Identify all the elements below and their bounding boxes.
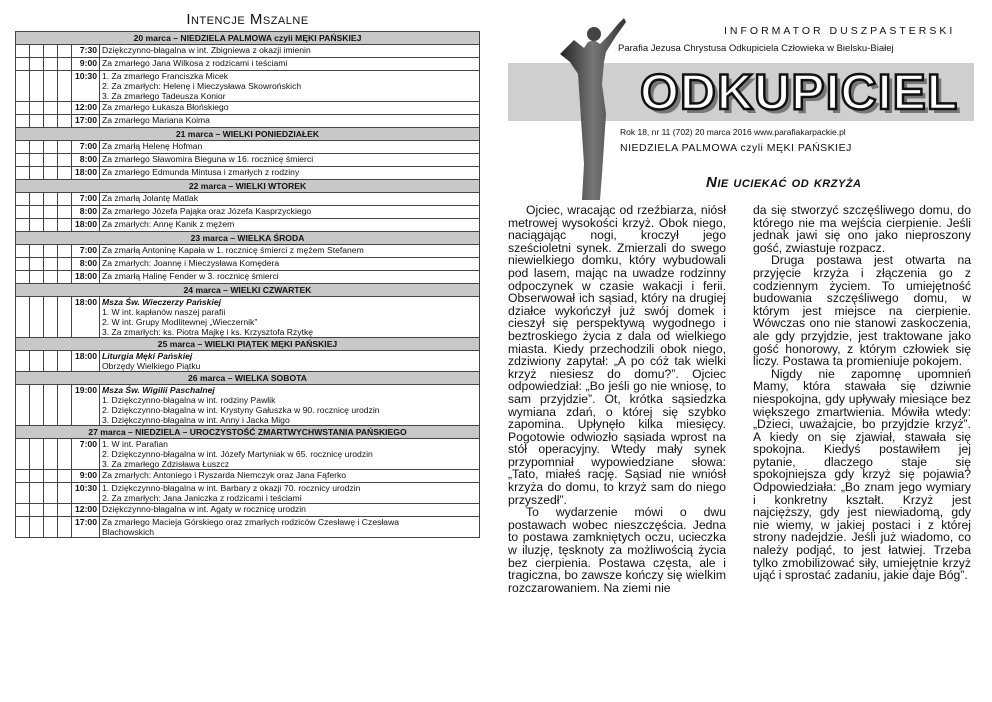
mass-intention xyxy=(100,45,480,58)
empty-cell xyxy=(30,71,44,102)
article-paragraph: To wydarzenie mówi o dwu postawach wobec nieszczęścia. Jedna to postawa zamkniętych oczu, ucieczka w iluzję, tęsknoty za możliwością życia bez cierpienia. Postawa częsta, ale i tragiczna, bo zawsze kończy się wielkim rozczarowaniem. Na ziemi nie xyxy=(508,505,726,595)
mass-time: 7:00 xyxy=(72,193,100,206)
empty-cell xyxy=(16,45,30,58)
intention-line: Blachowskich xyxy=(102,527,155,537)
mass-time: 19:00 xyxy=(72,385,100,426)
mass-row xyxy=(16,219,480,232)
intention-line: 2. Za zmarłych: Helenę i Mieczysława Skowrońskich xyxy=(102,81,302,91)
intention-line: Za zmarłych: Annę Kanik z mężem xyxy=(102,219,235,229)
mass-time: 7:00 xyxy=(72,245,100,258)
empty-cell xyxy=(16,297,30,338)
empty-cell xyxy=(16,245,30,258)
empty-cell xyxy=(30,245,44,258)
intention-line: Za zmarłego Łukasza Błońskiego xyxy=(102,102,229,112)
mass-heading: Liturgia Męki Pańskiej xyxy=(102,351,193,361)
intention-line: 1. Dziękczynno-błagalna w int. Barbary z okazji 70. rocznicy urodzin xyxy=(102,483,361,493)
empty-cell xyxy=(30,141,44,154)
article-paragraph: Ojciec, wracając od rzeźbiarza, niósł metrowej wysokości krzyż. Obok niego, naciągając nogi, kroczył jego sześcioletni synek. Zmierzali do swego niewielkiego domku, który wybudowali pod lasem, mając na uwadze rodzinny odpoczynek w czasie wakacji i ferii. Obserwował ich sąsiad, który na drugiej działce wykończył już swój domek i cieszył się perspektywą wygodnego i beztroskiego życia z dala od wielkiego miasta. Kiedy przechodzili obok niego, zdziwiony zapytał: „A po cóż tak wielki krzyż niesiesz do domu?”. Ojciec odpowiedział: „Bo jeśli go nie wniosę, to sam przyjdzie”. Ot, krótka sąsiedzka wymiana zdań, o której się szybko zapomina. Upłynęło kilka miesięcy. Pogotowie odwiozło sąsiada wprost na stół operacyjny. Wtedy mały synek przypomniał wypowiedziane słowa: „Tato, miałeś rację. Sąsiad nie wniósł krzyża do domu, to krzyż sam do niego przyszedł”. xyxy=(508,203,726,507)
intention-line: 1. Dziękczynno-błagalna w int. rodziny Pawlik xyxy=(102,395,276,405)
empty-cell xyxy=(44,470,58,483)
empty-cell xyxy=(30,483,44,504)
empty-cell xyxy=(30,439,44,470)
mass-row xyxy=(16,45,480,58)
masthead-title: ODKUPICIEL xyxy=(640,64,959,120)
intention-line: Dziękczynno-błagalna w int. Agaty w rocznicę urodzin xyxy=(102,504,306,514)
intention-line: Za zmarłych: Antoniego i Ryszarda Niemczyk oraz Jana Fąferko xyxy=(102,470,347,480)
intention-line: Za zmarłą Antoninę Kapała w 1. rocznicę śmierci z mężem Stefanem xyxy=(102,245,364,255)
mass-intentions-title: Intencje Mszalne xyxy=(186,11,309,28)
intention-line: 3. Za zmarłego Zdzisława Łuszcz xyxy=(102,459,230,469)
empty-cell xyxy=(58,258,72,271)
empty-cell xyxy=(58,102,72,115)
day-header-row xyxy=(16,180,480,193)
intention-line: 3. Za zmarłego Tadeusza Konior xyxy=(102,91,226,101)
empty-cell xyxy=(30,258,44,271)
empty-cell xyxy=(44,141,58,154)
empty-cell xyxy=(44,45,58,58)
empty-cell xyxy=(44,258,58,271)
day-header: 26 marca – WIELKA SOBOTA xyxy=(16,372,480,385)
empty-cell xyxy=(58,351,72,372)
empty-cell xyxy=(44,385,58,426)
mass-intentions-table xyxy=(15,31,480,538)
mass-row xyxy=(16,351,480,372)
mass-row xyxy=(16,58,480,71)
mass-intention xyxy=(100,102,480,115)
mass-time: 18:00 xyxy=(72,351,100,372)
empty-cell xyxy=(16,219,30,232)
mass-row xyxy=(16,71,480,102)
intention-line: 2. Za zmarłych: Jana Janiczka z rodzicami i teściami xyxy=(102,493,302,503)
empty-cell xyxy=(58,439,72,470)
article-title: Nie uciekać od krzyża xyxy=(706,174,862,191)
empty-cell xyxy=(30,470,44,483)
empty-cell xyxy=(16,58,30,71)
mass-intention xyxy=(100,58,480,71)
empty-cell xyxy=(30,154,44,167)
intention-line: Obrzędy Wielkiego Piątku xyxy=(102,361,201,371)
empty-cell xyxy=(44,297,58,338)
empty-cell xyxy=(16,258,30,271)
empty-cell xyxy=(30,385,44,426)
intention-line: Za zmarłego Macieja Górskiego oraz zmarłych rodziców Czesławę i Czesława xyxy=(102,517,400,527)
empty-cell xyxy=(44,351,58,372)
day-header: 21 marca – WIELKI PONIEDZIAŁEK xyxy=(16,128,480,141)
mass-time: 12:00 xyxy=(72,504,100,517)
day-header: 27 marca – NIEDZIELA – UROCZYSTOŚĆ ZMARTWYCHWSTANIA PAŃSKIEGO xyxy=(16,426,480,439)
mass-intention xyxy=(100,504,480,517)
day-header-row xyxy=(16,338,480,351)
empty-cell xyxy=(16,470,30,483)
empty-cell xyxy=(58,483,72,504)
mass-time: 8:00 xyxy=(72,154,100,167)
mass-time: 10:30 xyxy=(72,71,100,102)
mass-intention xyxy=(100,483,480,504)
issue-subtitle: NIEDZIELA PALMOWA czyli MĘKI PAŃSKIEJ xyxy=(620,142,852,154)
empty-cell xyxy=(16,271,30,284)
empty-cell xyxy=(30,193,44,206)
empty-cell xyxy=(58,141,72,154)
article-paragraph: da się stworzyć szczęśliwego domu, do którego nie ma wejścia cierpienie. Jeśli jednak jawi się ono jako nieproszony gość, zwiastuje rozpacz. xyxy=(753,203,971,255)
parish-name: Parafia Jezusa Chrystusa Odkupiciela Człowieka w Bielsku-Białej xyxy=(618,43,894,54)
empty-cell xyxy=(44,245,58,258)
mass-row xyxy=(16,470,480,483)
empty-cell xyxy=(16,167,30,180)
empty-cell xyxy=(30,517,44,538)
empty-cell xyxy=(16,193,30,206)
intention-line: Za zmarłego Jana Wilkosa z rodzicami i teściami xyxy=(102,58,288,68)
day-header-row xyxy=(16,426,480,439)
empty-cell xyxy=(44,439,58,470)
empty-cell xyxy=(44,71,58,102)
article-column-2 xyxy=(753,204,971,582)
mass-time: 9:00 xyxy=(72,58,100,71)
mass-intention xyxy=(100,193,480,206)
intention-line: 2. Dziękczynno-błagalna w int. Krystyny Gałuszka w 90. rocznicę urodzin xyxy=(102,405,380,415)
day-header: 23 marca – WIELKA ŚRODA xyxy=(16,232,480,245)
intention-line: Za zmarłą Helenę Hofman xyxy=(102,141,203,151)
mass-time: 7:30 xyxy=(72,45,100,58)
empty-cell xyxy=(58,193,72,206)
intention-line: Dziękczynno-błagalna w int. Zbigniewa z okazji imienin xyxy=(102,45,311,55)
empty-cell xyxy=(30,58,44,71)
day-header: 22 marca – WIELKI WTOREK xyxy=(16,180,480,193)
empty-cell xyxy=(16,206,30,219)
intention-line: 1. Za zmarłego Franciszka Micek xyxy=(102,71,229,81)
empty-cell xyxy=(58,115,72,128)
intention-line: 3. Dziękczynno-błagalna w int. Anny i Jacka Migo xyxy=(102,415,290,425)
mass-row xyxy=(16,385,480,426)
empty-cell xyxy=(16,517,30,538)
mass-row xyxy=(16,271,480,284)
empty-cell xyxy=(16,115,30,128)
empty-cell xyxy=(30,271,44,284)
empty-cell xyxy=(44,115,58,128)
mass-intention xyxy=(100,154,480,167)
mass-time: 10:30 xyxy=(72,483,100,504)
empty-cell xyxy=(44,219,58,232)
mass-time: 18:00 xyxy=(72,297,100,338)
mass-row xyxy=(16,193,480,206)
empty-cell xyxy=(58,297,72,338)
empty-cell xyxy=(44,167,58,180)
empty-cell xyxy=(58,71,72,102)
empty-cell xyxy=(30,167,44,180)
empty-cell xyxy=(58,206,72,219)
empty-cell xyxy=(58,219,72,232)
empty-cell xyxy=(58,470,72,483)
mass-intentions-panel xyxy=(15,12,480,538)
mass-time: 17:00 xyxy=(72,115,100,128)
mass-intention xyxy=(100,141,480,154)
empty-cell xyxy=(30,297,44,338)
informator-label: INFORMATOR DUSZPASTERSKI xyxy=(724,25,956,37)
empty-cell xyxy=(30,219,44,232)
empty-cell xyxy=(30,351,44,372)
mass-row xyxy=(16,154,480,167)
empty-cell xyxy=(58,517,72,538)
intention-line: 2. Dziękczynno-błagalna w int. Józefy Martyniak w 65. rocznicę urodzin xyxy=(102,449,373,459)
mass-intention xyxy=(100,517,480,538)
mass-intention xyxy=(100,206,480,219)
mass-time: 18:00 xyxy=(72,167,100,180)
mass-intention xyxy=(100,71,480,102)
intention-line: Za zmarłego Mariana Koima xyxy=(102,115,210,125)
intention-line: 1. W int. kapłanów naszej parafii xyxy=(102,307,226,317)
empty-cell xyxy=(44,58,58,71)
mass-intention xyxy=(100,470,480,483)
mass-intention xyxy=(100,271,480,284)
empty-cell xyxy=(58,58,72,71)
empty-cell xyxy=(58,154,72,167)
empty-cell xyxy=(16,351,30,372)
mass-intention xyxy=(100,219,480,232)
mass-intention xyxy=(100,385,480,426)
empty-cell xyxy=(44,483,58,504)
empty-cell xyxy=(44,517,58,538)
mass-time: 8:00 xyxy=(72,206,100,219)
mass-row xyxy=(16,141,480,154)
intention-line: 1. W int. Parafian xyxy=(102,439,168,449)
empty-cell xyxy=(16,141,30,154)
mass-time: 18:00 xyxy=(72,271,100,284)
empty-cell xyxy=(58,245,72,258)
mass-row xyxy=(16,102,480,115)
mass-heading: Msza Św. Wigilii Paschalnej xyxy=(102,385,215,395)
mass-row xyxy=(16,115,480,128)
mass-row xyxy=(16,167,480,180)
mass-time: 18:00 xyxy=(72,219,100,232)
empty-cell xyxy=(30,206,44,219)
intention-line: Za zmarłego Józefa Pająka oraz Józefa Kasprzyckiego xyxy=(102,206,312,216)
mass-time: 17:00 xyxy=(72,517,100,538)
empty-cell xyxy=(16,504,30,517)
day-header-row xyxy=(16,284,480,297)
empty-cell xyxy=(44,504,58,517)
mass-row xyxy=(16,483,480,504)
day-header-row xyxy=(16,128,480,141)
mass-row xyxy=(16,245,480,258)
empty-cell xyxy=(44,193,58,206)
mass-time: 7:00 xyxy=(72,439,100,470)
intention-line: Za zmarłą Halinę Fender w 3. rocznicę śmierci xyxy=(102,271,279,281)
intention-line: 2. W int. Grupy Modlitewnej „Wieczernik” xyxy=(102,317,258,327)
empty-cell xyxy=(30,45,44,58)
empty-cell xyxy=(16,439,30,470)
day-header-row xyxy=(16,372,480,385)
day-header: 24 marca – WIELKI CZWARTEK xyxy=(16,284,480,297)
mass-row xyxy=(16,297,480,338)
mass-row xyxy=(16,258,480,271)
empty-cell xyxy=(16,71,30,102)
empty-cell xyxy=(44,102,58,115)
day-header: 25 marca – WIELKI PIĄTEK MĘKI PAŃSKIEJ xyxy=(16,338,480,351)
mass-heading: Msza Św. Wieczerzy Pańskiej xyxy=(102,297,222,307)
day-header-row xyxy=(16,232,480,245)
mass-row xyxy=(16,439,480,470)
christ-statue-icon xyxy=(554,14,632,200)
mass-intention xyxy=(100,245,480,258)
mass-time: 9:00 xyxy=(72,470,100,483)
day-header-row xyxy=(16,32,480,45)
empty-cell xyxy=(58,271,72,284)
empty-cell xyxy=(16,154,30,167)
mass-intention xyxy=(100,297,480,338)
mass-intention xyxy=(100,258,480,271)
empty-cell xyxy=(58,504,72,517)
empty-cell xyxy=(16,102,30,115)
mass-intention xyxy=(100,115,480,128)
mass-row xyxy=(16,206,480,219)
mass-row xyxy=(16,517,480,538)
empty-cell xyxy=(30,115,44,128)
issue-meta: Rok 18, nr 11 (702) 20 marca 2016 www.parafiakarpackie.pl xyxy=(620,127,846,137)
day-header: 20 marca – NIEDZIELA PALMOWA czyli MĘKI PAŃSKIEJ xyxy=(16,32,480,45)
empty-cell xyxy=(44,206,58,219)
intention-line: Za zmarłego Edmunda Mintusa i zmarłych z rodziny xyxy=(102,167,300,177)
empty-cell xyxy=(58,45,72,58)
article-column-1 xyxy=(508,204,726,594)
mass-intention xyxy=(100,351,480,372)
mass-row xyxy=(16,504,480,517)
empty-cell xyxy=(30,102,44,115)
intention-line: Za zmarłą Jolantę Matlak xyxy=(102,193,198,203)
empty-cell xyxy=(16,483,30,504)
mass-time: 7:00 xyxy=(72,141,100,154)
intention-line: Za zmarłych: Joannę i Mieczysława Komędera xyxy=(102,258,280,268)
mass-time: 8:00 xyxy=(72,258,100,271)
bulletin-panel xyxy=(508,0,980,702)
intention-line: Za zmarłego Sławomira Bieguna w 16. rocznicę śmierci xyxy=(102,154,314,164)
mass-time: 12:00 xyxy=(72,102,100,115)
article-paragraph: Nigdy nie zapomnę upomnień Mamy, która stawała się dziwnie niespokojna, gdy upływały miesiące bez większego zmartwienia. Mówiła wtedy: „Dzieci, uważajcie, bo przyjdzie krzyż”. A kiedy on się zjawiał, stawała się spokojna. Kiedyś postawiłem jej pytanie, dlaczego staje się spokojniejsza gdy krzyż się pojawia? Odpowiedziała: „Bo znam jego wymiary i konkretny kształt. Krzyż jest najcięższy, gdy jest niewiadomą, gdy nie wiemy, w jakiej postaci i z której strony nadejdzie. Jeśli już wiadomo, co należy podjąć, to jest łatwiej. Trzeba tylko zmobilizować siły, umiejętnie krzyż ująć i sprostać zadaniu, jakie daje Bóg”. xyxy=(753,366,971,583)
intention-line: 3. Za zmarłych: ks. Piotra Majkę i ks. Krzysztofa Rzytkę xyxy=(102,327,314,337)
empty-cell xyxy=(16,385,30,426)
article-paragraph: Druga postawa jest otwarta na przyjęcie krzyża i złączenia go z codziennym życiem. To umiejętność budowania szczęśliwego domu, w którym jest miejsce na cierpienie. Wówczas ono nie stanowi zaskoczenia, ale gdy przyjdzie, jest traktowane jako gość honorowy, z którym człowiek się liczy. Postawa ta promieniuje pokojem. xyxy=(753,253,971,369)
mass-intention xyxy=(100,167,480,180)
empty-cell xyxy=(44,271,58,284)
mass-intention xyxy=(100,439,480,470)
empty-cell xyxy=(58,385,72,426)
empty-cell xyxy=(58,167,72,180)
empty-cell xyxy=(30,504,44,517)
empty-cell xyxy=(44,154,58,167)
